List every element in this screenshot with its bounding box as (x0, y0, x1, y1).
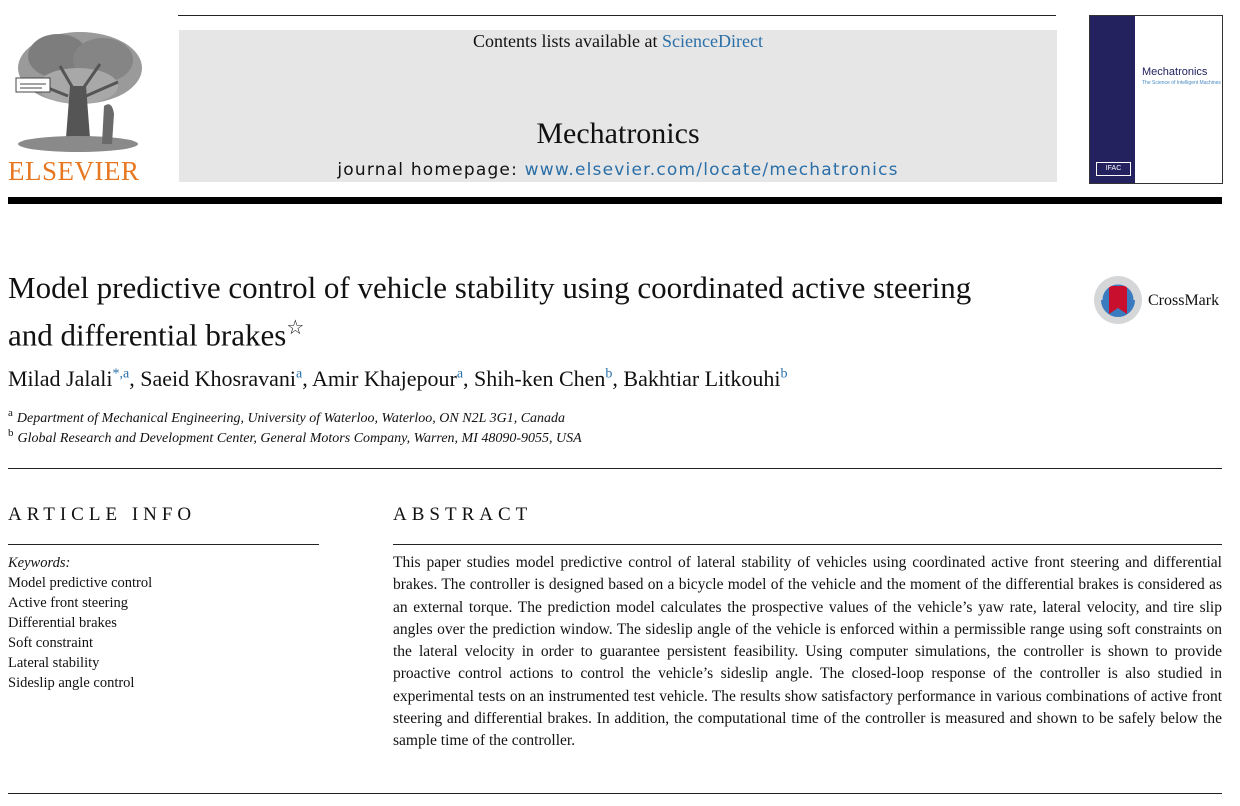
cover-subtitle: The Science of Intelligent Machines (1142, 80, 1221, 86)
affiliation-text: Department of Mechanical Engineering, University of Waterloo, Waterloo, ON N2L 3G1, Canada (16, 411, 566, 426)
affiliation-text: Global Research and Development Center, General Motors Company, Warren, MI 48090-9055, USA (17, 431, 582, 446)
crossmark-badge[interactable] (1092, 274, 1232, 328)
abstract-text: This paper studies model predictive control of lateral stability of vehicles using coordinated active front steering and differential brakes. The controller is designed based on a bicycle model of the vehicle and the moment of the differential brakes is considered as an external torque. The prediction model calculates the prospective values of the vehicle’s yaw rate, lateral velocity, and tire slip angles over the prediction window. The sideslip angle of the vehicle is enforced within a permissible range using soft constraints on the lateral velocity in order to guarantee persistent feasibility. Using computer simulations, the controller is shown to provide proactive control actions to control the vehicle’s sideslip angle. The closed-loop response of the controller is also studied in experimental tests on an instrumented test vehicle. The results show satisfactory performance in various combinations of active front steering and differential brakes. In addition, the computational time of the controller is measured and shown to be safely below the sample time of the controller. (393, 554, 1222, 750)
author-affiliation-mark[interactable]: b (605, 366, 613, 382)
author[interactable]: Milad Jalali$^{*,a}$ (8, 366, 130, 391)
author-separator: , (463, 366, 475, 391)
keywords-label: Keywords: (8, 555, 71, 571)
affiliation-mark: b (8, 427, 14, 440)
keyword-item: Soft constraint (8, 635, 93, 651)
sciencedirect-link[interactable]: ScienceDirect (662, 31, 763, 51)
keyword-item: Lateral stability (8, 655, 100, 671)
article-info-rule (8, 544, 319, 545)
journal-name: Mechatronics (536, 117, 700, 150)
homepage-link[interactable]: www.elsevier.com/locate/mechatronics (524, 160, 899, 180)
affiliation-divider (8, 468, 1222, 469)
affiliation-list (8, 409, 582, 449)
affiliation-item (8, 429, 582, 449)
crossmark-icon (1094, 276, 1142, 324)
author[interactable]: Amir Khajepour$^a$ (312, 366, 464, 391)
header-divider (8, 197, 1222, 204)
author-separator: , (129, 366, 141, 391)
journal-banner (179, 30, 1057, 182)
title-footnote-star[interactable]: ☆ (286, 317, 305, 339)
contents-line (179, 30, 1057, 52)
cover-title: Mechatronics (1142, 66, 1208, 78)
author-affiliation-mark[interactable]: a (296, 366, 303, 382)
journal-cover-thumbnail[interactable] (1089, 15, 1223, 184)
author-list (8, 365, 787, 393)
homepage-prefix: journal homepage: (337, 160, 525, 180)
author-affiliation-mark[interactable]: *,a (112, 366, 130, 382)
elsevier-wordmark: ELSEVIER (8, 156, 140, 186)
author[interactable]: Saeid Khosravani$^a$ (140, 366, 303, 391)
crossmark-label: CrossMark (1148, 292, 1220, 309)
author-affiliation-mark[interactable]: a (456, 366, 464, 382)
article-title-text: Model predictive control of vehicle stability using coordinated active steering and differential brakes (8, 270, 972, 353)
keywords-list (8, 553, 152, 693)
keyword-item: Sideslip angle control (8, 675, 135, 691)
elsevier-tree-icon (8, 26, 148, 158)
affiliation-mark: a (8, 407, 13, 420)
author[interactable]: Shih-ken Chen$^b$ (474, 366, 613, 391)
cover-ifac-badge: IFAC (1096, 162, 1131, 176)
cover-strip (1090, 16, 1135, 183)
footer-divider (8, 793, 1222, 794)
author[interactable]: Bakhtiar Litkouhi$^b$ (623, 366, 788, 391)
elsevier-logo[interactable] (8, 26, 148, 186)
author-separator: , (612, 366, 624, 391)
author-affiliation-mark[interactable]: b (780, 366, 788, 382)
homepage-line (179, 159, 1057, 181)
keyword-item: Active front steering (8, 595, 128, 611)
article-info-heading: ARTICLE INFO (8, 504, 197, 525)
abstract-heading: ABSTRACT (393, 504, 533, 525)
article-title (8, 268, 1008, 355)
keyword-item: Model predictive control (8, 575, 153, 591)
abstract-rule (393, 544, 1222, 545)
affiliation-item (8, 409, 582, 429)
contents-prefix: Contents lists available at (473, 31, 662, 51)
author-separator: , (302, 366, 313, 391)
header-top-rule (178, 15, 1056, 16)
keyword-item: Differential brakes (8, 615, 117, 631)
